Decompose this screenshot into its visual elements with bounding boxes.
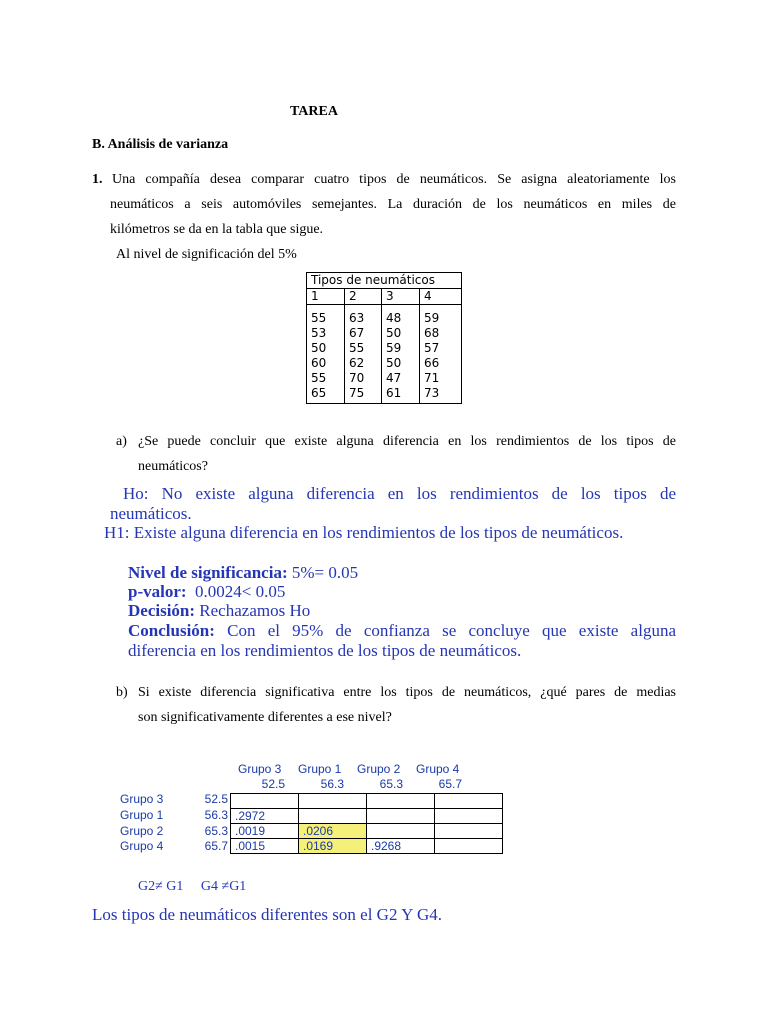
comparison-matrix [230,793,503,854]
conclusion-label: Conclusión: [128,621,215,640]
col-group-label: Grupo 2 [357,762,401,776]
alternative-hypothesis: H1: Existe alguna diferencia en los rendimientos de los tipos de neumáticos. [104,523,624,542]
conclusion-line-1 [128,621,676,641]
row-group-label: Grupo 2 [120,824,164,838]
significance-label: Nivel de significancia: [128,563,288,582]
col-group-label: Grupo 3 [238,762,282,776]
p-value-value: 0.0024< 0.05 [186,582,286,601]
question-b-line-1: Si existe diferencia significativa entre los tipos de neumáticos, ¿qué pares de medias [138,685,676,700]
row-mean: 56.3 [204,808,228,822]
row-group-label: Grupo 4 [120,839,164,853]
question-a-label: a) [116,434,127,449]
col-mean: 65.3 [379,777,403,791]
decision [128,601,310,621]
matrix-cell [435,809,503,824]
decision-label: Decisión: [128,601,196,620]
tire-col-header: 2 [345,289,382,305]
p-value-label: p-valor: [128,582,187,601]
matrix-cell [435,839,503,854]
matrix-cell [299,809,367,824]
matrix-cell [367,809,435,824]
row-group-label: Grupo 1 [120,808,164,822]
matrix-cell-highlighted: .0169 [299,839,367,854]
result-pairs: G2≠ G1 G4 ≠G1 [138,879,247,894]
row-mean: 52.5 [204,792,228,806]
p-value [128,582,285,602]
tire-col-4-values: 59 68 57 66 71 73 [420,305,462,404]
matrix-cell: .0015 [231,839,299,854]
conclusion-text: Con el 95% de confianza se concluye que existe alguna [227,621,676,640]
matrix-cell [299,794,367,809]
matrix-cell [435,794,503,809]
col-group-label: Grupo 4 [416,762,460,776]
row-group-label: Grupo 3 [120,792,164,806]
matrix-cell [435,824,503,839]
question-b-label: b) [116,685,128,700]
question-a-line-2: neumáticos? [138,459,208,474]
problem-number: 1. [92,172,103,187]
tire-col-1-values: 55 53 50 60 55 65 [307,305,345,404]
matrix-cell-highlighted: .0206 [299,824,367,839]
matrix-cell [231,794,299,809]
significance-level [128,563,358,583]
null-hypothesis-line-2: neumáticos. [110,504,192,523]
row-mean: 65.3 [204,824,228,838]
final-conclusion: Los tipos de neumáticos diferentes son el G2 Y G4. [92,905,443,924]
col-mean: 56.3 [320,777,344,791]
null-hypothesis-line-1: Ho: No existe alguna diferencia en los rendimientos de los tipos de [123,484,676,503]
problem-line-3: kilómetros se da en la tabla que sigue. [110,222,324,237]
tire-col-3-values: 48 50 59 50 47 61 [382,305,420,404]
matrix-cell [367,824,435,839]
tire-col-header: 3 [382,289,420,305]
tire-col-2-values: 63 67 55 62 70 75 [345,305,382,404]
significance-value: 5%= 0.05 [287,563,359,582]
question-b-line-2: son significativamente diferentes a ese nivel? [138,710,392,725]
page-title: TAREA [290,104,338,119]
row-mean: 65.7 [204,839,228,853]
tire-table [306,272,462,404]
tire-col-header: 4 [420,289,462,305]
matrix-cell: .9268 [367,839,435,854]
decision-value: Rechazamos Ho [195,601,311,620]
section-heading: B. Análisis de varianza [92,137,229,152]
col-group-label: Grupo 1 [298,762,342,776]
col-mean: 52.5 [261,777,285,791]
conclusion-line-2: diferencia en los rendimientos de los tipos de neumáticos. [128,641,522,660]
tire-table-header: Tipos de neumáticos [307,273,462,289]
problem-line-4: Al nivel de significación del 5% [116,247,297,262]
question-a-line-1: ¿Se puede concluir que existe alguna diferencia en los rendimientos de los tipos de [138,434,676,449]
matrix-cell: .0019 [231,824,299,839]
matrix-cell: .2972 [231,809,299,824]
matrix-cell [367,794,435,809]
problem-line-1: Una compañía desea comparar cuatro tipos de neumáticos. Se asigna aleatoriamente los [112,172,676,187]
col-mean: 65.7 [438,777,462,791]
tire-col-header: 1 [307,289,345,305]
problem-line-2: neumáticos a seis automóviles semejantes. La duración de los neumáticos en miles de [110,197,676,212]
